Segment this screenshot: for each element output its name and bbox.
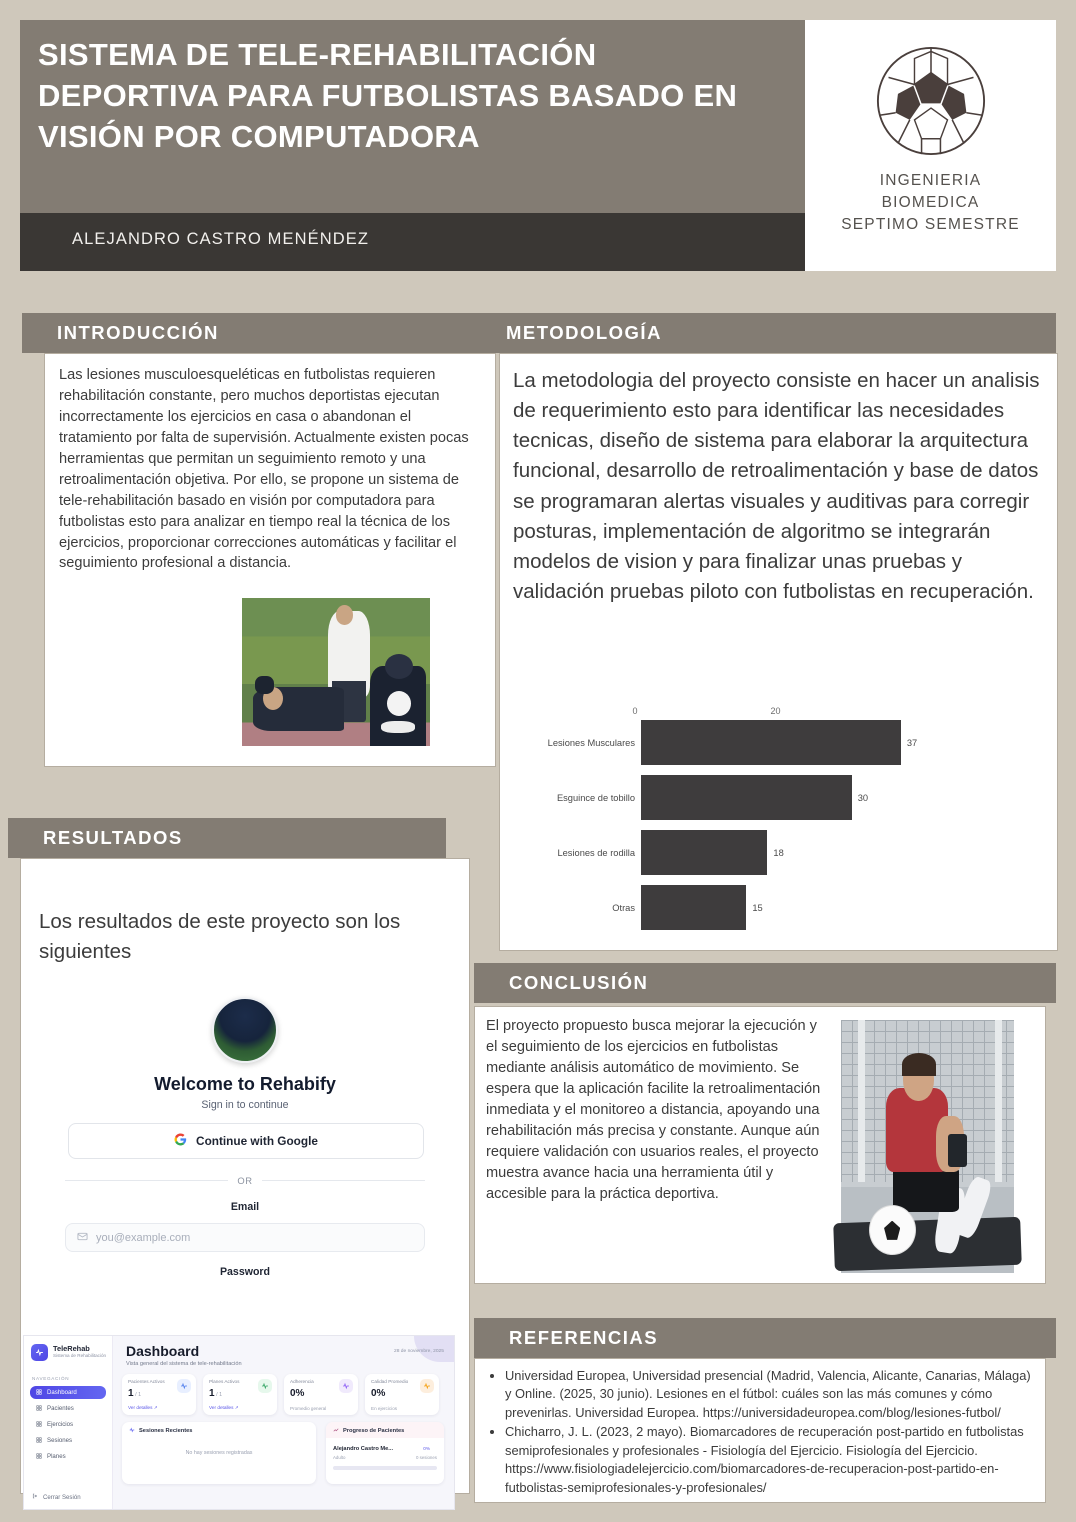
chart-value-label: 37 xyxy=(906,737,918,748)
dashboard-nav-label: Pacientes xyxy=(47,1405,74,1412)
dumbbell-icon xyxy=(36,1421,42,1429)
pulse-icon xyxy=(129,1427,135,1435)
section-conclusion xyxy=(465,963,1056,1302)
dashboard-title: Dashboard xyxy=(126,1343,200,1359)
users-icon xyxy=(177,1379,191,1393)
metodologia-card xyxy=(499,353,1058,951)
metodologia-body: La metodologia del proyecto consiste en hacer un analisis de requerimiento esto para identificar las necesidades tecnicas, diseño de sistema para elaborar la arquitectura funcional, desarrollo de retroalimentación y base de datos se programaran alertas visuales y auditivas para corregir posturas, implementación de algoritmo se integrarán modelos de vision y para finalizar unas pruebas y validación pruebas piloto con futbolistas en recuperación. xyxy=(513,369,1040,603)
google-button-label: Continue with Google xyxy=(196,1134,318,1148)
rehabify-logo-icon xyxy=(212,997,278,1063)
progreso-pacientes-panel xyxy=(326,1422,444,1484)
dashboard-brand-sub: Sistema de Rehabilitación xyxy=(53,1353,107,1358)
chart-bar xyxy=(641,885,746,930)
kpi-label: Pacientes Activos xyxy=(128,1379,165,1384)
resultados-body: Los resultados de este proyecto son los siguientes xyxy=(39,910,401,964)
chart-icon xyxy=(339,1379,353,1393)
kpi-card xyxy=(122,1374,196,1415)
referencias-heading: REFERENCIAS xyxy=(509,1327,659,1348)
dashboard-nav-item-sesiones[interactable] xyxy=(30,1434,106,1447)
kpi-card xyxy=(203,1374,277,1415)
section-referencias xyxy=(465,1318,1056,1504)
section-resultados xyxy=(8,818,473,1501)
conclusion-card xyxy=(474,1006,1046,1284)
dashboard-nav-item-ejercicios[interactable] xyxy=(30,1418,106,1431)
or-divider xyxy=(65,1175,425,1186)
dashboard-nav-item-dashboard[interactable] xyxy=(30,1386,106,1399)
logout-icon xyxy=(32,1493,38,1501)
dashboard-subtitle: Vista general del sistema de tele-rehabilitación xyxy=(126,1361,242,1367)
sesiones-empty-text: No hay sesiones registradas xyxy=(185,1449,253,1456)
users-icon xyxy=(36,1405,42,1413)
kpi-denominator: / 1 xyxy=(214,1392,223,1398)
envelope-icon xyxy=(77,1231,88,1245)
dashboard-nav-label: Dashboard xyxy=(47,1389,77,1396)
email-field[interactable] xyxy=(65,1223,425,1252)
author-name: ALEJANDRO CASTRO MENÉNDEZ xyxy=(72,230,370,248)
metodologia-heading: METODOLOGÍA xyxy=(506,322,662,343)
dashboard-nav-label: Ejercicios xyxy=(47,1421,74,1428)
section-introduccion xyxy=(22,313,473,781)
logout-button[interactable] xyxy=(32,1493,81,1501)
chart-x-tick: 20 xyxy=(770,706,781,716)
introduccion-photo xyxy=(242,598,430,746)
logout-label: Cerrar Sesión xyxy=(43,1493,81,1501)
kpi-value: 1 / 1 xyxy=(209,1388,223,1399)
progreso-patient-name: Alejandro Castro Me... xyxy=(333,1446,394,1452)
chart-value-label: 15 xyxy=(752,902,763,913)
dashboard-date: 28 de noviembre, 2025 xyxy=(393,1349,444,1354)
chart-bar-row xyxy=(510,885,1050,930)
dept-line-3: SEPTIMO SEMESTRE xyxy=(841,216,1020,233)
activity-icon xyxy=(420,1379,434,1393)
chart-category-label: Esguince de tobillo xyxy=(556,792,635,803)
progreso-patient-sub: Adulto xyxy=(333,1455,346,1460)
referencias-band xyxy=(474,1318,1056,1358)
kpi-note: En ejercicios xyxy=(371,1406,398,1411)
introduccion-band xyxy=(22,313,473,353)
login-screenshot xyxy=(35,989,455,1309)
poster-header xyxy=(20,20,1056,271)
chart-category-label: Lesiones Musculares xyxy=(547,737,635,748)
continue-with-google-button[interactable] xyxy=(68,1123,424,1159)
dashboard-nav-item-planes[interactable] xyxy=(30,1450,106,1463)
reference-list xyxy=(505,1367,1031,1497)
page-title: SISTEMA DE TELE-REHABILITACIÓN DEPORTIVA PARA FUTBOLISTAS BASADO EN VISIÓN POR COMPUTADORA xyxy=(38,37,738,155)
introduccion-card xyxy=(44,353,496,767)
resultados-band xyxy=(8,818,446,858)
kpi-label: Calidad Promedio xyxy=(371,1379,409,1384)
conclusion-body: El proyecto propuesto busca mejorar la ejecución y el seguimiento de los ejercicios en futbolistas mediante análisis automático de movimiento. Se espera que la aplicación facilite la retroalimentación inmediata y el monitoreo a distancia, apoyando una rehabilitación más precisa y constante. Aunque aún requiere validación con usuarios reales, el proyecto muestra avance hacia una herramienta útil y accesible para la práctica deportiva. xyxy=(486,1018,821,1202)
author-block xyxy=(20,213,805,271)
chart-value-label: 18 xyxy=(773,847,784,858)
login-title: Welcome to Rehabify xyxy=(154,1074,336,1094)
dashboard-nav-item-pacientes[interactable] xyxy=(30,1402,106,1415)
kpi-note: Promedio general xyxy=(290,1406,327,1411)
sesiones-recientes-panel xyxy=(122,1422,316,1484)
metodologia-band xyxy=(471,313,1056,353)
chart-bar xyxy=(641,775,852,820)
injury-bar-chart xyxy=(510,706,1050,942)
google-g-icon xyxy=(174,1133,187,1149)
conclusion-photo xyxy=(841,1020,1014,1273)
chart-bar xyxy=(641,830,767,875)
chart-bar-row xyxy=(510,830,1050,875)
email-label: Email xyxy=(230,1201,260,1213)
progreso-bar xyxy=(333,1466,437,1470)
kpi-label: Planes Activos xyxy=(209,1379,240,1384)
logo-block xyxy=(805,20,1056,271)
or-label: OR xyxy=(237,1175,253,1186)
chart-value-label: 30 xyxy=(857,792,869,803)
clipboard-icon xyxy=(36,1453,42,1461)
kpi-card xyxy=(284,1374,358,1415)
reference-item: • Universidad Europea, Universidad presencial (Madrid, Valencia, Alicante, Canarias, Málaga) y Online. (2025, 30 junio). Lesiones en el fútbol: cuáles son las más comunes y cómo prevenirlas. Universidad Europea. https://universidadeuropea.com/blog/lesiones-futbol/ xyxy=(505,1367,1031,1422)
clipboard-icon xyxy=(258,1379,272,1393)
section-metodologia xyxy=(471,313,1056,949)
introduccion-body: Las lesiones musculoesqueléticas en futbolistas requieren rehabilitación constante, pero muchos deportistas ejecutan incorrectamente los ejercicios en casa o abandonan el tratamiento por falta de supervisión. Actualmente existen pocas herramientas que permitan un seguimiento remoto y una retroalimentación objetiva. Por ello, se propone un sistema de tele-rehabilitación basado en visión por computadora para futbolistas esto para analizar en tiempo real la técnica de los ejercicios, proporcionar correcciones automáticas y facilitar el seguimiento profesional a distancia. xyxy=(59,367,469,572)
chart-bar-row xyxy=(510,720,1050,765)
sesiones-panel-title: Sesiones Recientes xyxy=(129,1427,192,1435)
kpi-card xyxy=(365,1374,439,1415)
trend-icon xyxy=(333,1427,339,1435)
grid-icon xyxy=(36,1389,42,1397)
title-block xyxy=(20,20,805,213)
chart-bar-row xyxy=(510,775,1050,820)
kpi-detail-link[interactable]: Ver detalles ↗ xyxy=(128,1405,158,1410)
kpi-value: 1 / 1 xyxy=(128,1388,142,1399)
chart-category-label: Otras xyxy=(612,902,635,913)
password-label: Password xyxy=(219,1266,271,1278)
department-text xyxy=(841,170,1020,236)
telerehab-logo-icon xyxy=(31,1344,48,1361)
soccer-ball-icon xyxy=(872,42,990,160)
dashboard-nav-label: NAVEGACIÓN xyxy=(32,1376,70,1381)
introduccion-heading: INTRODUCCIÓN xyxy=(57,322,219,343)
kpi-detail-link[interactable]: Ver detalles ↗ xyxy=(209,1405,239,1410)
email-placeholder: you@example.com xyxy=(96,1231,191,1244)
dashboard-nav-label: Planes xyxy=(47,1453,66,1460)
dashboard-sidebar xyxy=(24,1336,113,1509)
dashboard-brand: TeleRehab xyxy=(53,1344,90,1353)
dept-line-2: BIOMEDICA xyxy=(881,194,980,211)
kpi-value: 0% xyxy=(290,1388,305,1399)
kpi-value: 0% xyxy=(371,1388,386,1399)
resultados-card xyxy=(20,858,470,1501)
conclusion-heading: CONCLUSIÓN xyxy=(509,972,649,993)
chart-category-label: Lesiones de rodilla xyxy=(557,847,635,858)
kpi-denominator: / 1 xyxy=(133,1392,142,1398)
dashboard-main xyxy=(112,1336,454,1509)
reference-item: • Chicharro, J. L. (2023, 2 mayo). Biomarcadores de recuperación post-partido en futbolistas semiprofesionales y profesionales - Fisiología del Ejercicio. Fisiología del Ejercicio. https://www.fisiologiadelejercicio.com/biomarcadores-de-recuperacion-post-partido-en-futbolistas-semiprofesionales-y-profesionales/ xyxy=(505,1423,1031,1497)
dashboard-screenshot xyxy=(23,1335,455,1501)
chart-bar xyxy=(641,720,901,765)
referencias-card xyxy=(474,1358,1046,1503)
dashboard-nav-label: Sesiones xyxy=(47,1437,73,1444)
chart-x-tick: 0 xyxy=(632,706,638,716)
login-subtitle: Sign in to continue xyxy=(201,1099,289,1111)
progreso-percent: 0% xyxy=(423,1446,430,1451)
pulse-icon xyxy=(36,1437,42,1445)
progreso-panel-title: Progreso de Pacientes xyxy=(333,1427,404,1435)
kpi-label: Adherencia xyxy=(290,1379,314,1384)
progreso-exercises: 0 sesiones xyxy=(416,1455,437,1460)
dept-line-1: INGENIERIA xyxy=(879,172,982,189)
resultados-heading: RESULTADOS xyxy=(43,827,183,848)
conclusion-band xyxy=(474,963,1056,1003)
